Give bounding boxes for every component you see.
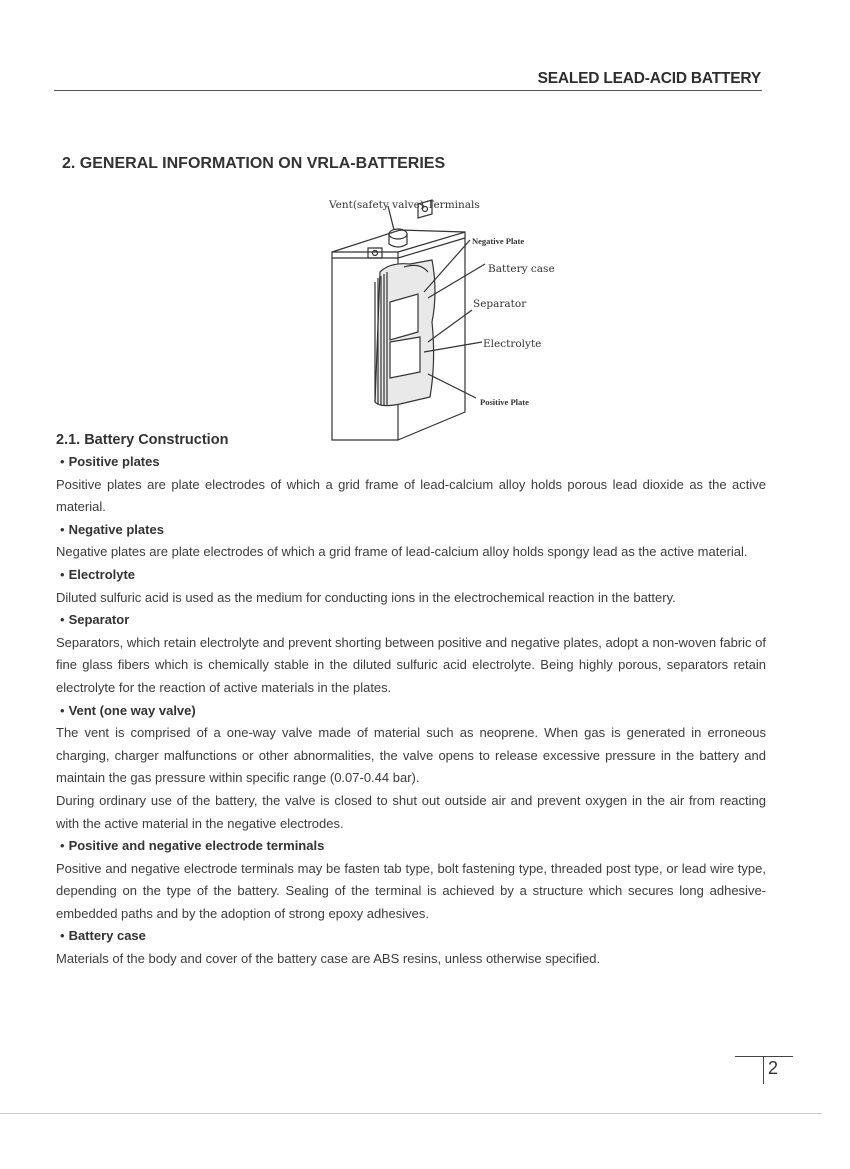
label-negative-plate: Negative Plate <box>472 236 525 246</box>
item-heading <box>56 609 766 632</box>
item-paragraph: Separators, which retain electrolyte and prevent shorting between positive and negative plates, adopt a non-woven fabric of fine glass fibers which is chemically stable in the diluted sulfuric acid electrolyte. Being highly porous, separators retain electrolyte for the reaction of active materials in the plates. <box>56 634 766 695</box>
bullet-glyph: • <box>60 454 65 469</box>
item-paragraph: The vent is comprised of a one-way valve made of material such as neoprene. When gas is generated in erroneous charging, charger malfunctions or other abnormalities, the valve opens to release excessive pressure in the battery and maintain the gas pressure within specific range (0.07-0.44 bar). <box>56 725 766 786</box>
case-top-edge <box>332 230 465 252</box>
item-heading <box>56 925 766 948</box>
footer-rule <box>0 1113 822 1114</box>
section-title: 2. GENERAL INFORMATION ON VRLA-BATTERIES <box>62 155 446 172</box>
page-number-box <box>735 1056 793 1086</box>
bullet-glyph: • <box>60 702 65 718</box>
terminal-left <box>368 248 382 258</box>
item-heading <box>56 451 766 474</box>
battery-diagram-svg <box>320 192 590 447</box>
battery-diagram <box>320 192 590 447</box>
label-electrolyte: Electrolyte <box>483 338 542 350</box>
label-vent-terminals: Vent(safety valve) Terminals <box>329 199 480 211</box>
item-paragraph: Negative plates are plate electrodes of which a grid frame of lead-calcium alloy holds spongy lead as the active material. <box>56 544 748 560</box>
item-heading-text: Positive plates <box>68 454 160 469</box>
item-heading-text: Separator <box>68 612 130 628</box>
bullet-glyph: • <box>60 521 65 537</box>
page-box-top-rule <box>735 1056 793 1057</box>
item-heading <box>56 519 766 542</box>
label-battery-case: Battery case <box>488 263 555 275</box>
bullet-glyph: • <box>60 566 65 582</box>
page-box-vertical-rule <box>763 1056 764 1084</box>
item-heading <box>56 835 766 858</box>
bullet-glyph: • <box>60 838 65 854</box>
item-heading-text: Negative plates <box>68 521 164 537</box>
items-list <box>56 451 766 971</box>
item-heading <box>56 700 766 723</box>
page-number: 2 <box>768 1058 779 1078</box>
item-heading-text: Battery case <box>68 928 146 944</box>
label-separator: Separator <box>473 298 527 310</box>
header-rule <box>54 90 762 91</box>
item-paragraph: Materials of the body and cover of the battery case are ABS resins, unless otherwise specified. <box>56 951 601 967</box>
page-header-title: SEALED LEAD-ACID BATTERY <box>537 70 761 87</box>
content-body <box>56 429 766 971</box>
item-heading-text: Electrolyte <box>68 566 136 582</box>
item-heading-text: Positive and negative electrode terminals <box>68 838 325 854</box>
separator-sheet <box>390 294 418 340</box>
label-positive-plate: Positive Plate <box>480 397 529 407</box>
subsection-title: 2.1. Battery Construction <box>56 432 229 448</box>
item-heading-text: Vent (one way valve) <box>68 702 196 718</box>
item-paragraph: Diluted sulfuric acid is used as the medium for conducting ions in the electrochemical reaction in the battery. <box>56 589 676 605</box>
bullet-glyph: • <box>60 612 65 628</box>
item-heading <box>56 564 766 587</box>
item-paragraph: During ordinary use of the battery, the valve is closed to shut out outside air and prevent oxygen in the air from reacting with the active material in the negative electrodes. <box>56 792 766 831</box>
item-paragraph: Positive plates are plate electrodes of which a grid frame of lead-calcium alloy holds porous lead dioxide as the active material. <box>56 476 766 515</box>
bullet-glyph: • <box>60 928 65 944</box>
item-paragraph: Positive and negative electrode terminals may be fasten tab type, bolt fastening type, threaded post type, or lead wire type, depending on the type of the battery. Sealing of the terminal is achieved by a structure which secures long adhesive-embedded paths and by the adoption of strong epoxy adhesives. <box>56 860 766 921</box>
